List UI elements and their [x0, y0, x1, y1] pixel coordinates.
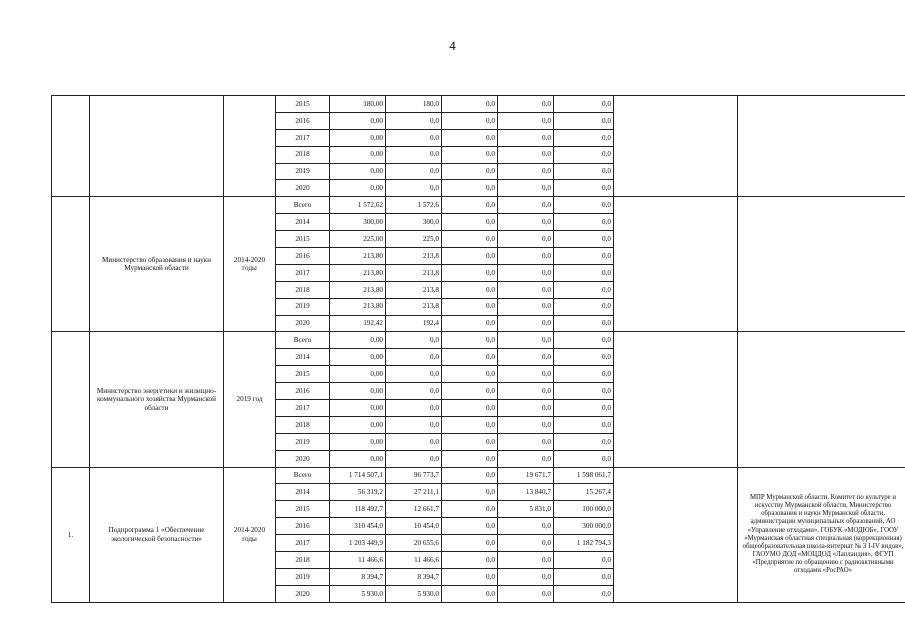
amount-cell: 0,0 [442, 332, 498, 349]
amount-cell: 0,0 [498, 383, 554, 400]
amount-cell: 0,0 [498, 552, 554, 569]
amount-cell: 0,0 [554, 264, 614, 281]
executors-cell [738, 96, 905, 197]
amount-cell: 300,00 [330, 214, 386, 231]
amount-cell: 0,0 [498, 568, 554, 585]
amount-cell: 5 930,0 [386, 585, 442, 602]
amount-cell: 0,00 [330, 163, 386, 180]
amount-cell: 0,0 [442, 231, 498, 248]
amount-cell: 0,0 [554, 298, 614, 315]
table-row [52, 332, 905, 349]
amount-cell: 10 454,0 [386, 518, 442, 535]
year-cell: 2019 [276, 433, 330, 450]
amount-cell: 0,0 [386, 383, 442, 400]
amount-cell: 0,0 [554, 112, 614, 129]
amount-cell: 0,0 [498, 585, 554, 602]
amount-cell: 0,0 [386, 112, 442, 129]
year-cell: 2020 [276, 450, 330, 467]
year-cell: 2016 [276, 112, 330, 129]
amount-cell: 0,00 [330, 450, 386, 467]
amount-cell: 27 211,1 [386, 484, 442, 501]
amount-cell: 0,0 [442, 552, 498, 569]
table-row [52, 197, 905, 214]
amount-cell: 0,0 [554, 433, 614, 450]
year-cell: 2020 [276, 315, 330, 332]
amount-cell: 213,80 [330, 298, 386, 315]
amount-cell: 0,00 [330, 129, 386, 146]
amount-cell: 0,0 [498, 231, 554, 248]
year-cell: 2016 [276, 383, 330, 400]
amount-cell: 192,4 [386, 315, 442, 332]
amount-cell: 0,0 [442, 349, 498, 366]
amount-cell: 0,0 [386, 366, 442, 383]
amount-cell: 300 000,0 [554, 518, 614, 535]
amount-cell: 0,0 [554, 366, 614, 383]
year-cell: Всего [276, 467, 330, 484]
amount-cell: 0,0 [554, 585, 614, 602]
amount-cell: 0,0 [498, 163, 554, 180]
year-cell: 2018 [276, 281, 330, 298]
amount-cell: 0,0 [442, 197, 498, 214]
amount-cell: 0,0 [554, 129, 614, 146]
amount-cell: 0,0 [442, 450, 498, 467]
amount-cell: 0,0 [554, 416, 614, 433]
amount-cell: 0,0 [498, 332, 554, 349]
amount-cell: 0,0 [498, 518, 554, 535]
amount-cell: 213,8 [386, 248, 442, 265]
amount-cell: 0,0 [554, 281, 614, 298]
amount-cell: 0,0 [498, 96, 554, 113]
year-cell: 2018 [276, 416, 330, 433]
amount-cell: 0,0 [498, 298, 554, 315]
amount-cell: 0,0 [498, 349, 554, 366]
amount-cell: 0,0 [442, 484, 498, 501]
amount-cell: 13 840,7 [498, 484, 554, 501]
amount-cell: 8 394,7 [386, 568, 442, 585]
amount-cell: 96 773,7 [386, 467, 442, 484]
amount-cell: 0,0 [554, 400, 614, 417]
year-cell: Всего [276, 332, 330, 349]
amount-cell: 19 671,7 [498, 467, 554, 484]
amount-cell: 213,8 [386, 298, 442, 315]
amount-cell: 0,0 [554, 96, 614, 113]
amount-cell: 0,0 [442, 416, 498, 433]
amount-cell: 0,0 [498, 180, 554, 197]
amount-cell: 192,42 [330, 315, 386, 332]
row-number: 1. [52, 467, 90, 602]
amount-cell: 0,0 [498, 281, 554, 298]
amount-cell: 0,0 [554, 552, 614, 569]
amount-cell: 0,0 [386, 450, 442, 467]
amount-cell: 0,0 [442, 315, 498, 332]
executors-cell: МПР Мурманской области, Комитет по культуре и искусству Мурманской области, Министерство образования и науки Мурманской области, администрации муниципальных образований, АО «Управление отходами», ГОБУК «МОДЮБ», ГООУ «Мурманская областная специальная (коррекционная) общеобразовательная школа-интернат № 3 I-IV видов», ГАОУМО ДОД «МОЦДОД «Лапландия», ФГУП «Предприятие по обращению с радиоактивными отходами «РосРАО» [738, 467, 905, 602]
amount-cell: 0,0 [554, 248, 614, 265]
year-cell: 2014 [276, 484, 330, 501]
year-cell: 2018 [276, 552, 330, 569]
amount-cell: 100 000,0 [554, 501, 614, 518]
amount-cell: 0,0 [554, 568, 614, 585]
amount-cell: 1 714 507,1 [330, 467, 386, 484]
amount-cell: 0,0 [442, 433, 498, 450]
amount-cell: 0,0 [442, 383, 498, 400]
year-cell: 2015 [276, 231, 330, 248]
amount-cell: 213,80 [330, 248, 386, 265]
amount-cell: 213,80 [330, 281, 386, 298]
amount-cell: 0,0 [386, 349, 442, 366]
amount-cell: 0,0 [498, 214, 554, 231]
amount-cell: 0,0 [442, 535, 498, 552]
indicator-cell [614, 197, 738, 332]
amount-cell: 1 572,6 [386, 197, 442, 214]
amount-cell: 0,0 [554, 163, 614, 180]
amount-cell: 213,8 [386, 264, 442, 281]
funding-table [51, 95, 905, 603]
amount-cell: 0,0 [498, 112, 554, 129]
activity-name [90, 96, 224, 197]
amount-cell: 0,0 [498, 366, 554, 383]
amount-cell: 0,0 [442, 264, 498, 281]
amount-cell: 300,0 [386, 214, 442, 231]
amount-cell: 1 203 449,9 [330, 535, 386, 552]
amount-cell: 15 267,4 [554, 484, 614, 501]
amount-cell: 0,0 [554, 383, 614, 400]
amount-cell: 0,0 [386, 433, 442, 450]
amount-cell: 0,0 [386, 146, 442, 163]
amount-cell: 213,80 [330, 264, 386, 281]
amount-cell: 0,0 [498, 450, 554, 467]
amount-cell: 118 492,7 [330, 501, 386, 518]
amount-cell: 0,0 [554, 450, 614, 467]
amount-cell: 0,0 [498, 315, 554, 332]
amount-cell: 1 598 061,7 [554, 467, 614, 484]
amount-cell: 20 655,6 [386, 535, 442, 552]
amount-cell: 0,0 [442, 298, 498, 315]
period: 2019 год [224, 332, 276, 467]
amount-cell: 0,0 [554, 146, 614, 163]
amount-cell: 225,0 [386, 231, 442, 248]
amount-cell: 12 661,7 [386, 501, 442, 518]
amount-cell: 180,00 [330, 96, 386, 113]
amount-cell: 5 930,0 [330, 585, 386, 602]
amount-cell: 0,0 [554, 197, 614, 214]
amount-cell: 0,00 [330, 433, 386, 450]
amount-cell: 0,0 [442, 248, 498, 265]
year-cell: 2016 [276, 248, 330, 265]
amount-cell: 0,0 [442, 400, 498, 417]
amount-cell: 0,0 [498, 433, 554, 450]
amount-cell: 0,0 [554, 332, 614, 349]
year-cell: 2020 [276, 585, 330, 602]
amount-cell: 0,0 [442, 568, 498, 585]
amount-cell: 0,00 [330, 366, 386, 383]
amount-cell: 11 466,6 [330, 552, 386, 569]
executors-cell [738, 197, 905, 332]
amount-cell: 225,00 [330, 231, 386, 248]
amount-cell: 0,0 [442, 467, 498, 484]
amount-cell: 0,0 [498, 416, 554, 433]
amount-cell: 180,0 [386, 96, 442, 113]
amount-cell: 0,0 [442, 366, 498, 383]
amount-cell: 0,00 [330, 349, 386, 366]
amount-cell: 0,0 [386, 163, 442, 180]
amount-cell: 0,00 [330, 112, 386, 129]
indicator-cell [614, 467, 738, 602]
year-cell: 2017 [276, 264, 330, 281]
year-cell: 2017 [276, 535, 330, 552]
year-cell: 2019 [276, 568, 330, 585]
amount-cell: 0,0 [442, 214, 498, 231]
amount-cell: 0,0 [498, 146, 554, 163]
period: 2014-2020 годы [224, 467, 276, 602]
year-cell: 2019 [276, 298, 330, 315]
amount-cell: 0,0 [442, 180, 498, 197]
amount-cell: 0,0 [554, 349, 614, 366]
amount-cell: 0,00 [330, 146, 386, 163]
amount-cell: 0,0 [442, 501, 498, 518]
executors-cell [738, 332, 905, 467]
year-cell: 2015 [276, 366, 330, 383]
amount-cell: 0,0 [442, 585, 498, 602]
amount-cell: 0,0 [442, 281, 498, 298]
activity-name: Подпрограмма 1 «Обеспечение экологической безопасности» [90, 467, 224, 602]
year-cell: 2014 [276, 349, 330, 366]
indicator-cell [614, 96, 738, 197]
year-cell: 2019 [276, 163, 330, 180]
indicator-cell [614, 332, 738, 467]
activity-name: Министерство образования и науки Мурманской области [90, 197, 224, 332]
amount-cell: 0,0 [498, 248, 554, 265]
amount-cell: 0,00 [330, 383, 386, 400]
amount-cell: 0,0 [386, 400, 442, 417]
amount-cell: 0,0 [442, 146, 498, 163]
year-cell: 2020 [276, 180, 330, 197]
year-cell: 2017 [276, 129, 330, 146]
amount-cell: 0,0 [498, 264, 554, 281]
amount-cell: 1 182 794,3 [554, 535, 614, 552]
amount-cell: 0,0 [442, 129, 498, 146]
amount-cell: 0,0 [442, 163, 498, 180]
amount-cell: 0,0 [442, 112, 498, 129]
activity-name: Министерство энергетики и жилищно-коммунального хозяйства Мурманской области [90, 332, 224, 467]
row-number [52, 197, 90, 332]
year-cell: 2015 [276, 501, 330, 518]
period [224, 96, 276, 197]
amount-cell: 213,8 [386, 281, 442, 298]
amount-cell: 0,0 [386, 332, 442, 349]
year-cell: Всего [276, 197, 330, 214]
amount-cell: 0,0 [386, 129, 442, 146]
amount-cell: 0,0 [554, 315, 614, 332]
year-cell: 2016 [276, 518, 330, 535]
amount-cell: 0,0 [498, 129, 554, 146]
amount-cell: 0,0 [554, 214, 614, 231]
year-cell: 2014 [276, 214, 330, 231]
row-number [52, 332, 90, 467]
amount-cell: 0,0 [498, 197, 554, 214]
amount-cell: 0,0 [386, 180, 442, 197]
amount-cell: 0,0 [442, 518, 498, 535]
amount-cell: 8 394,7 [330, 568, 386, 585]
amount-cell: 0,0 [554, 180, 614, 197]
amount-cell: 310 454,0 [330, 518, 386, 535]
amount-cell: 11 466,6 [386, 552, 442, 569]
period: 2014-2020 годы [224, 197, 276, 332]
amount-cell: 0,0 [498, 535, 554, 552]
year-cell: 2017 [276, 400, 330, 417]
page-number: 4 [449, 38, 456, 53]
amount-cell: 0,0 [498, 400, 554, 417]
amount-cell: 0,0 [386, 416, 442, 433]
amount-cell: 0,00 [330, 416, 386, 433]
amount-cell: 5 831,0 [498, 501, 554, 518]
amount-cell: 56 319,2 [330, 484, 386, 501]
amount-cell: 0,0 [442, 96, 498, 113]
amount-cell: 0,0 [554, 231, 614, 248]
amount-cell: 0,00 [330, 180, 386, 197]
table-row [52, 467, 905, 484]
amount-cell: 0,00 [330, 332, 386, 349]
amount-cell: 1 572,62 [330, 197, 386, 214]
year-cell: 2018 [276, 146, 330, 163]
year-cell: 2015 [276, 96, 330, 113]
row-number [52, 96, 90, 197]
table-row [52, 96, 905, 113]
amount-cell: 0,00 [330, 400, 386, 417]
